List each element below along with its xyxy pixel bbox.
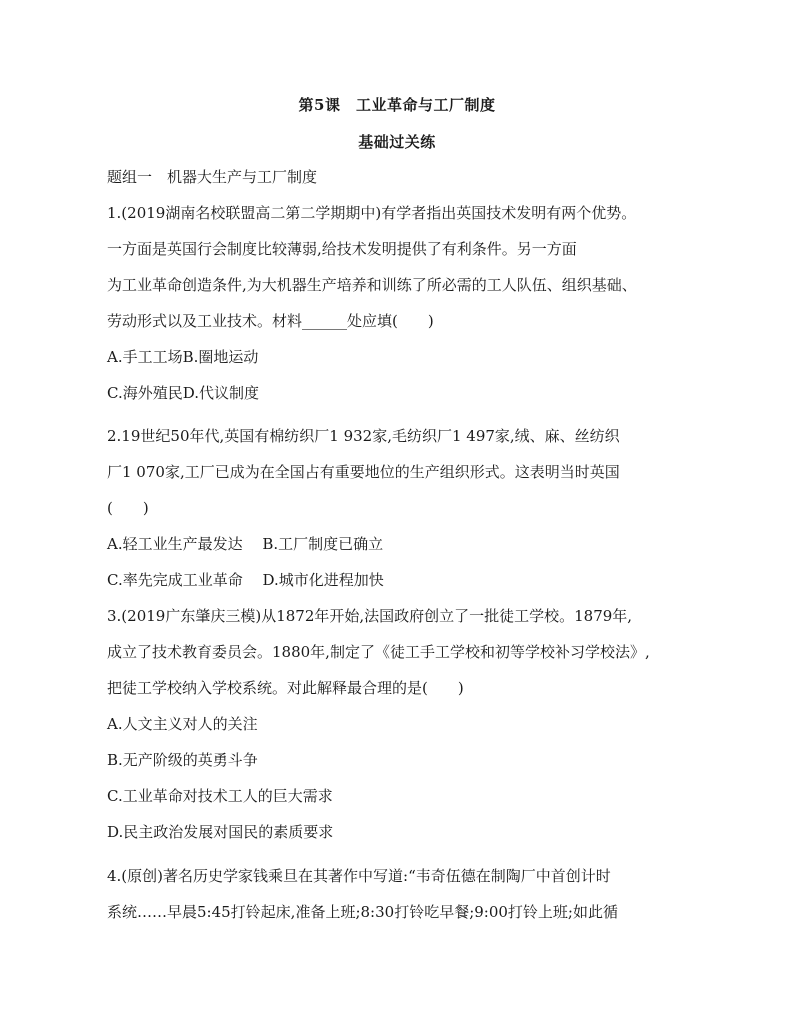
question-1-options-cd: C.海外殖民D.代议制度 (107, 384, 259, 402)
question-2-options-cd: C.率先完成工业革命 D.城市化进程加快 (107, 571, 384, 589)
lesson-title: 第5课 工业革命与工厂制度 (298, 96, 496, 114)
question-3-line-2: 成立了技术教育委员会。1880年,制定了《徒工手工学校和初等学校补习学校法》, (107, 643, 650, 661)
question-3-line-3: 把徒工学校纳入学校系统。对此解释最合理的是( ) (107, 679, 464, 697)
question-4-line-2: 系统……早晨5:45打铃起床,准备上班;8:30打铃吃早餐;9:00打铃上班;如此循 (107, 903, 618, 921)
question-1-line-1: 1.(2019湖南名校联盟高二第二学期期中)有学者指出英国技术发明有两个优势。 (107, 204, 637, 222)
question-1-options-ab: A.手工工场B.圈地运动 (107, 348, 259, 366)
question-2-options-ab: A.轻工业生产最发达 B.工厂制度已确立 (107, 535, 384, 553)
question-1-line-3: 为工业革命创造条件,为大机器生产培养和训练了所必需的工人队伍、组织基础、 (107, 276, 637, 294)
question-2-line-2: 厂1 070家,工厂已成为在全国占有重要地位的生产组织形式。这表明当时英国 (107, 463, 620, 481)
question-3-option-d: D.民主政治发展对国民的素质要求 (107, 823, 334, 841)
question-1-line-2: 一方面是英国行会制度比较薄弱,给技术发明提供了有利条件。另一方面 (107, 240, 577, 258)
question-3-option-b: B.无产阶级的英勇斗争 (107, 751, 258, 769)
question-2-line-1: 2.19世纪50年代,英国有棉纺织厂1 932家,毛纺织厂1 497家,绒、麻、丝纺织 (107, 427, 620, 445)
question-1-line-4: 劳动形式以及工业技术。材料______处应填( ) (107, 312, 434, 330)
section-title: 基础过关练 (358, 133, 436, 151)
question-3-line-1: 3.(2019广东肇庆三模)从1872年开始,法国政府创立了一批徒工学校。1879年, (107, 607, 633, 625)
question-3-option-a: A.人文主义对人的关注 (107, 715, 258, 733)
question-4-line-1: 4.(原创)著名历史学家钱乘旦在其著作中写道:“韦奇伍德在制陶厂中首创计时 (107, 867, 611, 885)
question-3-option-c: C.工业革命对技术工人的巨大需求 (107, 787, 333, 805)
question-2-line-3: ( ) (107, 499, 149, 517)
group-heading: 题组一 机器大生产与工厂制度 (107, 168, 318, 186)
